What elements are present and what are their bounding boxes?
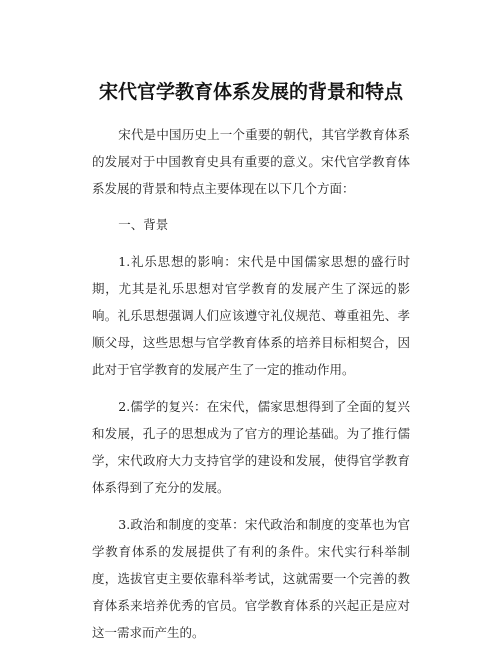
paragraph-confucian-revival: 2.儒学的复兴：在宋代，儒家思想得到了全面的复兴和发展，孔子的思想成为了官方的理论基础。为了推行儒学，宋代政府大力支持官学的建设和发展，使得官学教育体系得到了充分的发展。 [92, 399, 410, 495]
document-title: 宋代官学教育体系发展的背景和特点 [98, 81, 403, 103]
section-heading-background: 一、背景 [118, 217, 169, 232]
intro-paragraph: 宋代是中国历史上一个重要的朝代，其官学教育体系的发展对于中国教育史具有重要的意义。宋代官学教育体系发展的背景和特点主要体现在以下几个方面： [92, 127, 410, 196]
paragraph-political-reform: 3.政治和制度的变革：宋代政治和制度的变革也为官学教育体系的发展提供了有利的条件。宋代实行科举制度，选拔官吏主要依靠科举考试，这就需要一个完善的教育体系来培养优秀的官员。官学教育体系的兴起正是应对这一需求而产生的。 [92, 517, 410, 640]
paragraph-ritual-music-thought: 1.礼乐思想的影响：宋代是中国儒家思想的盛行时期，尤其是礼乐思想对官学教育的发展产生了深远的影响。礼乐思想强调人们应该遵守礼仪规范、尊重祖先、孝顺父母，这些思想与官学教育体系的培养目标相契合，因此对于官学教育的发展产生了一定的推动作用。 [92, 254, 410, 377]
